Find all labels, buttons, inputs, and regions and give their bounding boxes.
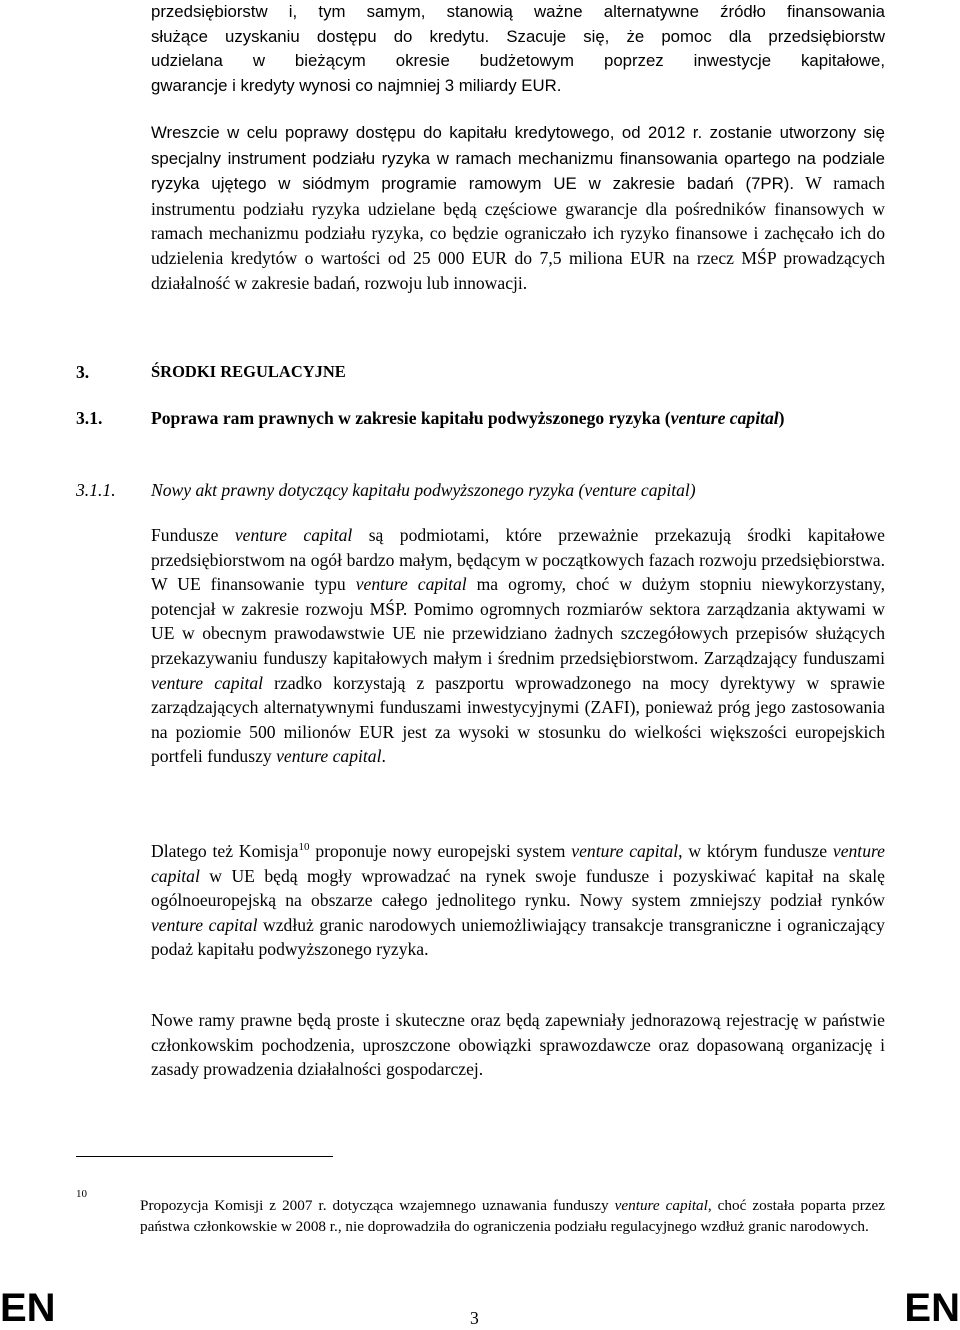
footnote-italic-1: venture capital xyxy=(614,1197,708,1214)
section-3-1-title-a: Poprawa ram prawnych w zakresie kapitału podwyższonego ryzyka ( xyxy=(151,408,671,428)
para1-line4: gwarancje i kredyty wynosi co najmniej 3 miliardy EUR. xyxy=(151,75,562,95)
footer-language-right: EN xyxy=(904,1286,960,1330)
section-3-1-1-title: Nowy akt prawny dotyczący kapitału podwyższonego ryzyka (venture capital) xyxy=(151,480,696,500)
section-3-title: ŚRODKI REGULACYJNE xyxy=(151,362,346,381)
paragraph-new-framework: Nowe ramy prawne będą proste i skuteczne oraz będą zapewniały jednorazową rejestrację w państwie członkowskim pochodzenia, uproszczone obowiązki sprawozdawcze oraz dopasowaną organizację i zasady prowadzenia działalności gospodarczej. xyxy=(151,1010,885,1080)
para3-text-3: ma ogromy, choć w dużym stopniu niewykorzystany, potencjał w zakresie rozwoju MŚP. Pomimo ogromnych rozmiarów sektora zarządzania aktywami w UE w obecnym prawodawstwie UE nie przewidziano żadnych szczegółowych przepisów służących przekazywaniu funduszy kapitałowych małym i średnim przedsiębiorstwom. Zarządzający funduszami xyxy=(151,574,885,668)
paragraph-commission-proposal xyxy=(151,839,885,962)
section-3-1-1-number: 3.1.1. xyxy=(76,480,116,500)
para4-italic-3: venture capital xyxy=(151,914,258,935)
footnote-text xyxy=(140,1195,885,1237)
footnote-text-2: , choć została poparta przez państwa członkowskie w 2008 r., nie doprowadziła do ograniczenia podziału regulacyjnego wzdłuż granic narodowych. xyxy=(140,1197,885,1235)
para4-text-1: Dlatego też Komisja xyxy=(151,841,299,861)
para3-text-2: są podmiotami, które przeważnie przekazują środki kapitałowe przedsiębiorstwom na ogół bardzo małym, będącym w początkowych fazach rozwoju przedsiębiorstwa. W UE finansowanie typu xyxy=(151,525,885,595)
para1-line3: udzielana w bieżącym okresie budżetowym poprzez inwestycje kapitałowe, xyxy=(151,51,885,71)
footnote-number: 10 xyxy=(76,1188,87,1200)
para4-text-4: w UE będą mogły wprowadzać na rynek swoje fundusze i pozyskiwać kapitał na skalę ogólnoeuropejską na obszarze całego jednolitego rynku. Nowy system zmniejszy podział rynków xyxy=(151,865,885,911)
section-3-1-title xyxy=(151,406,885,431)
para4-text-5: wzdłuż granic narodowych uniemożliwiający transakcje transgraniczne i ograniczający podaż kapitału podwyższonego ryzyka. xyxy=(151,914,885,960)
section-3-number: 3. xyxy=(76,362,90,382)
para4-text-3: , w którym fundusze xyxy=(678,841,833,861)
paragraph-venture-capital-funds xyxy=(151,523,885,769)
para2-part-a: Wreszcie w celu poprawy dostępu do kapitału kredytowego, od 2012 r. zostanie utworzony się specjalny instrument podziału ryzyka w ramach mechanizmu finansowania opartego na podziale ryzyka ujętego w siódmym programie ramowym UE w zakresie badań (7PR). xyxy=(151,123,885,194)
para2-part-b: W ramach instrumentu podziału ryzyka udzielane będą częściowe gwarancje dla pośredników finansowych w ramach mechanizmu podziału ryzyka, co będzie ograniczało ich ryzyko finansowe i zachęcało ich do udzielenia kredytów o wartości od 25 000 EUR do 7,5 miliona EUR na rzecz MŚP prowadzących działalność w zakresie badań, rozwoju lub innowacji. xyxy=(151,173,885,293)
para3-text-5: . xyxy=(381,746,386,767)
para3-text-4: rzadko korzystają z paszportu wprowadzonego na mocy dyrektywy w sprawie zarządzających alternatywnymi funduszami inwestycyjnymi (ZAFI), ponieważ próg jego zastosowania na poziomie 500 milionów EUR jest za wysoki w stosunku do wielkości większości europejskich portfeli funduszy xyxy=(151,672,885,767)
para4-italic-2: venture capital xyxy=(151,841,885,886)
page-number: 3 xyxy=(470,1308,479,1328)
footnote-separator xyxy=(76,1156,333,1157)
para3-italic-2: venture capital xyxy=(355,574,467,595)
para4-italic-1: venture capital xyxy=(571,841,679,861)
footnote-text-1: Propozycja Komisji z 2007 r. dotycząca wzajemnego uznawania funduszy xyxy=(140,1197,615,1214)
footnote-reference-10[interactable]: 10 xyxy=(298,841,310,854)
para4-text-2: proponuje nowy europejski system xyxy=(309,841,572,861)
para3-italic-1: venture capital xyxy=(234,525,353,545)
section-3-1-number: 3.1. xyxy=(76,408,103,428)
section-3-1-title-italic: venture capital xyxy=(670,408,779,428)
section-3-1-title-b: ) xyxy=(778,408,785,428)
para1-line2: służące uzyskaniu dostępu do kredytu. Szacuje się, że pomoc dla przedsiębiorstw xyxy=(151,26,885,46)
footer-language-left: EN xyxy=(0,1286,56,1330)
para3-italic-4: venture capital xyxy=(276,746,382,767)
para3-italic-3: venture capital xyxy=(151,672,264,693)
para1-line1: przedsiębiorstw i, tym samym, stanowią ważne alternatywne źródło finansowania xyxy=(151,2,885,21)
paragraph-intro xyxy=(151,0,885,98)
paragraph-risk-sharing xyxy=(151,120,885,295)
para3-text-1: Fundusze xyxy=(151,525,235,545)
